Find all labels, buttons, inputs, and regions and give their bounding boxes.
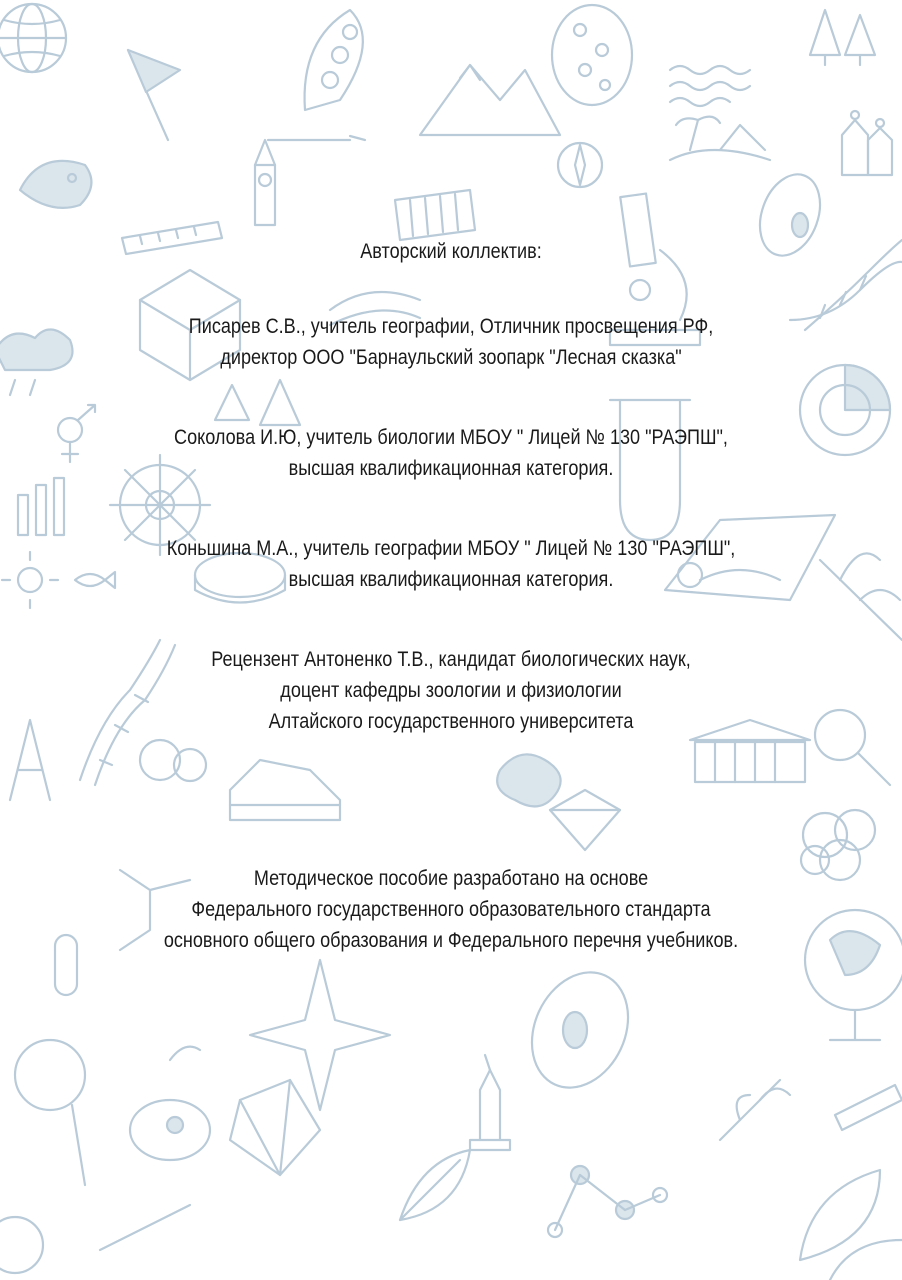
plant-cell-doodle bbox=[514, 957, 646, 1104]
magnifier-doodle-2 bbox=[15, 1040, 85, 1185]
cylinder-doodle bbox=[835, 1085, 902, 1130]
molecule-doodle bbox=[548, 1166, 667, 1237]
authors-heading bbox=[63, 236, 839, 267]
reviewer-line: Рецензент Антоненко Т.В., кандидат биологических наук, bbox=[211, 648, 691, 671]
author-entry-konshina bbox=[63, 533, 839, 595]
author-line: Коньшина М.А., учитель географии МБОУ " Лицей № 130 "РАЭПШ", bbox=[166, 537, 736, 560]
cell-doodle bbox=[552, 5, 632, 105]
sun-doodle bbox=[2, 552, 58, 608]
leaf-doodle-2 bbox=[800, 1170, 902, 1280]
reviewer-line: доцент кафедры зоологии и физиологии bbox=[280, 679, 622, 702]
sun-doodle-2 bbox=[0, 1217, 43, 1273]
author-line: Писарев С.В., учитель географии, Отличник просвещения РФ, bbox=[188, 315, 714, 338]
author-line: высшая квалификационная категория. bbox=[288, 457, 614, 480]
diamond-doodle bbox=[230, 1080, 320, 1175]
rock-layers-doodle bbox=[230, 760, 340, 820]
tower-doodle bbox=[255, 140, 275, 225]
reviewer-line: Алтайского государственного университета bbox=[268, 710, 634, 733]
reviewer-entry bbox=[63, 644, 839, 737]
bird-doodle bbox=[20, 161, 91, 208]
palm-doodle bbox=[670, 117, 770, 160]
waves-doodle bbox=[670, 66, 750, 106]
note-line: Федерального государственного образовательного стандарта bbox=[191, 898, 711, 921]
trees-doodle bbox=[810, 10, 875, 65]
mountains-doodle bbox=[420, 65, 560, 135]
note-line: Методическое пособие разработано на основе bbox=[253, 867, 649, 890]
bars-doodle bbox=[18, 478, 64, 535]
cloud-doodle bbox=[0, 329, 73, 395]
castle-doodle bbox=[842, 111, 892, 175]
flag-doodle bbox=[128, 50, 180, 140]
statue-doodle bbox=[470, 1055, 510, 1150]
author-line: директор ООО "Барнаульский зоопарк "Лесная сказка" bbox=[220, 346, 682, 369]
authors-heading-text: Авторский коллектив: bbox=[360, 240, 542, 263]
compass-doodle bbox=[558, 143, 602, 187]
pea-pod-doodle bbox=[305, 10, 363, 110]
author-line: Соколова И.Ю, учитель биологии МБОУ " Лицей № 130 "РАЭПШ", bbox=[174, 426, 728, 449]
syringe-doodle bbox=[100, 1205, 190, 1250]
note-line: основного общего образования и Федерального перечня учебников. bbox=[163, 929, 739, 952]
eiffel-tower-doodle bbox=[10, 720, 50, 800]
box-doodle bbox=[395, 190, 475, 240]
globe-doodle bbox=[0, 4, 66, 72]
eggs-doodle bbox=[140, 740, 206, 781]
cell-doodle-2 bbox=[130, 1100, 210, 1160]
pen-doodle bbox=[268, 136, 365, 140]
author-entry-sokolova bbox=[63, 422, 839, 484]
amoeba-doodle bbox=[497, 754, 560, 806]
worm-doodle bbox=[170, 1047, 200, 1060]
author-entry-pisarev bbox=[63, 311, 839, 373]
fir-trees-doodle bbox=[215, 380, 300, 425]
gem-doodle bbox=[550, 790, 620, 850]
methodology-note bbox=[63, 863, 839, 956]
leaf-branch-doodle bbox=[720, 1080, 790, 1140]
author-line: высшая квалификационная категория. bbox=[288, 568, 614, 591]
leaf-doodle bbox=[400, 1150, 470, 1220]
